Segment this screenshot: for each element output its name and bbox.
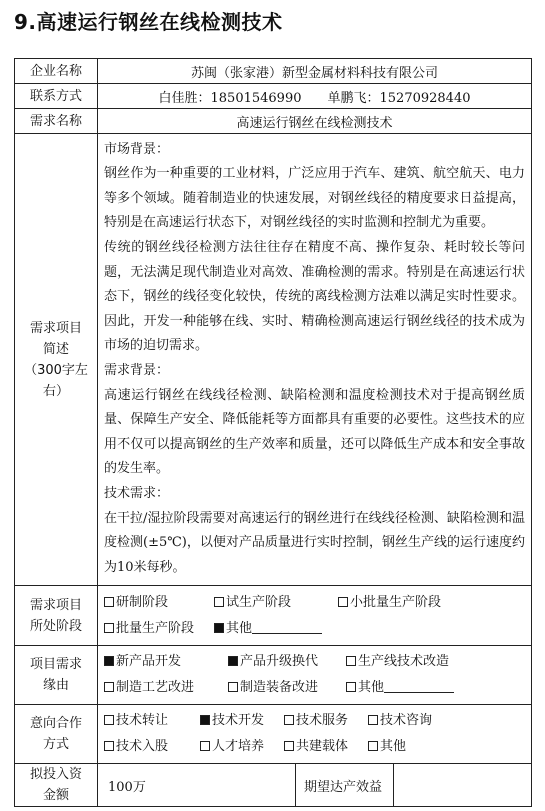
coop-row	[15, 705, 532, 764]
checkbox-checked-icon[interactable]	[200, 715, 210, 725]
need-name-row	[15, 109, 532, 134]
coop-label	[15, 705, 98, 764]
option-label: 技术入股	[116, 739, 169, 754]
market-paragraph-2: 传统的钢丝线径检测方法往往存在精度不高、操作复杂、耗时较长等问题，无法满足现代制造业对高效、准确检测的需求。特别是在高速运行状态下，钢丝的线径变化较快，传统的离线检测方法难以满足实时性要求。因此，开发一种能够在线、实时、精确检测高速运行钢丝线径的技术成为市场的迫切需求。	[104, 240, 525, 354]
summary-content	[98, 134, 532, 586]
checkbox-checked-icon[interactable]	[228, 656, 238, 666]
coop-option-dev[interactable]	[200, 708, 274, 734]
company-value: 苏闽（张家港）新型金属材料科技有限公司	[98, 59, 532, 84]
summary-label-2: 简述	[42, 341, 69, 357]
invest-label	[15, 764, 98, 807]
option-label: 共建载体	[296, 739, 349, 754]
contact-row	[15, 84, 532, 109]
coop-option-equity[interactable]	[104, 734, 190, 760]
reason-options	[98, 646, 532, 705]
option-label: 小批量生产阶段	[350, 594, 442, 610]
checkbox-icon[interactable]	[338, 597, 348, 607]
tech-paragraph: 在干拉/湿拉阶段需要对高速运行的钢丝进行在线线径检测、缺陷检测和温度检测(±5℃)，以便对产品质量进行实时控制，钢丝生产线的运行速度约为10米每秒。	[104, 510, 525, 575]
contact-1: 白佳胜：18501546990	[158, 90, 302, 106]
company-row	[15, 59, 532, 84]
stage-option-rd[interactable]	[104, 590, 204, 616]
checkbox-icon[interactable]	[228, 682, 238, 692]
option-label: 其他	[358, 680, 385, 695]
company-label: 企业名称	[15, 59, 98, 84]
checkbox-icon[interactable]	[346, 682, 356, 692]
invest-value: 100万	[98, 764, 296, 807]
reason-option-other[interactable]	[346, 675, 454, 701]
reason-label	[15, 646, 98, 705]
invest-label-2: 金额	[42, 788, 69, 803]
option-label: 技术开发	[212, 713, 265, 728]
reason-option-new-product[interactable]	[104, 649, 218, 675]
tech-heading: 技术需求：	[104, 485, 170, 501]
reason-option-equipment[interactable]	[228, 675, 336, 701]
benefit-value	[394, 764, 532, 807]
checkbox-icon[interactable]	[368, 741, 378, 751]
option-label: 其他	[380, 739, 407, 754]
option-label: 新产品开发	[116, 654, 182, 669]
document-title: 9.高速运行钢丝在线检测技术	[14, 10, 283, 34]
contact-label: 联系方式	[15, 84, 98, 109]
invest-row	[15, 764, 532, 807]
stage-option-small-batch[interactable]	[338, 590, 441, 616]
option-label: 技术咨询	[380, 713, 433, 728]
coop-options	[98, 705, 532, 764]
market-heading: 市场背景：	[104, 141, 170, 157]
other-blank-line[interactable]	[384, 680, 454, 693]
option-label: 其他	[226, 620, 253, 636]
reason-label-1: 项目需求	[29, 657, 82, 672]
reason-option-line-renovation[interactable]	[346, 649, 449, 675]
option-label: 批量生产阶段	[116, 620, 195, 636]
summary-label-3: （300字左	[24, 362, 88, 378]
stage-row	[15, 586, 532, 646]
reason-option-upgrade[interactable]	[228, 649, 336, 675]
invest-label-1: 拟投入资	[29, 767, 82, 782]
option-label: 研制阶段	[116, 594, 169, 610]
coop-option-transfer[interactable]	[104, 708, 190, 734]
option-label: 人才培养	[212, 739, 265, 754]
contact-2: 单鹏飞：15270928440	[327, 90, 471, 106]
coop-option-talent[interactable]	[200, 734, 274, 760]
option-label: 生产线技术改造	[358, 654, 450, 669]
option-label: 试生产阶段	[226, 594, 292, 610]
checkbox-icon[interactable]	[200, 741, 210, 751]
need-heading: 需求背景：	[104, 363, 170, 378]
stage-label-1: 需求项目	[29, 597, 82, 613]
stage-label-2: 所处阶段	[29, 618, 82, 634]
coop-option-consult[interactable]	[368, 708, 432, 734]
reason-row	[15, 646, 532, 705]
stage-option-batch[interactable]	[104, 616, 204, 642]
benefit-label: 期望达产效益	[296, 764, 394, 807]
stage-options	[98, 586, 532, 646]
coop-label-2: 方式	[42, 737, 69, 752]
checkbox-icon[interactable]	[104, 623, 114, 633]
checkbox-icon[interactable]	[284, 741, 294, 751]
stage-option-trial[interactable]	[214, 590, 328, 616]
reason-option-process[interactable]	[104, 675, 218, 701]
checkbox-icon[interactable]	[214, 597, 224, 607]
checkbox-checked-icon[interactable]	[214, 623, 224, 633]
checkbox-icon[interactable]	[104, 597, 114, 607]
checkbox-icon[interactable]	[104, 741, 114, 751]
need-paragraph: 高速运行钢丝在线线径检测、缺陷检测和温度检测技术对于提高钢丝质量、保障生产安全、降低能耗等方面都具有重要的必要性。这些技术的应用不仅可以提高钢丝的生产效率和质量，还可以降低生产成本和安全事故的发生率。	[104, 387, 525, 477]
option-label: 产品升级换代	[240, 654, 319, 669]
option-label: 制造装备改进	[240, 680, 319, 695]
summary-label-4: 右）	[42, 383, 69, 399]
other-blank-line[interactable]	[252, 621, 322, 634]
summary-row	[15, 134, 532, 586]
checkbox-checked-icon[interactable]	[104, 656, 114, 666]
checkbox-icon[interactable]	[104, 682, 114, 692]
coop-label-1: 意向合作	[29, 716, 82, 731]
market-paragraph-1: 钢丝作为一种重要的工业材料，广泛应用于汽车、建筑、航空航天、电力等多个领域。随着制造业的快速发展，对钢丝线径的精度要求日益提高，特别是在高速运行状态下，对钢丝线径的实时监测和控制尤为重要。	[104, 166, 525, 231]
coop-option-service[interactable]	[284, 708, 358, 734]
option-label: 制造工艺改进	[116, 680, 195, 695]
requirement-table	[14, 58, 532, 807]
checkbox-icon[interactable]	[346, 656, 356, 666]
option-label: 技术转让	[116, 713, 169, 728]
checkbox-icon[interactable]	[104, 715, 114, 725]
need-name-value: 高速运行钢丝在线检测技术	[98, 109, 532, 134]
need-name-label: 需求名称	[15, 109, 98, 134]
coop-option-other[interactable]	[368, 734, 406, 760]
summary-label	[15, 134, 98, 586]
coop-option-carrier[interactable]	[284, 734, 358, 760]
contact-value	[98, 84, 532, 109]
stage-label	[15, 586, 98, 646]
stage-option-other[interactable]	[214, 616, 322, 642]
option-label: 技术服务	[296, 713, 349, 728]
checkbox-icon[interactable]	[284, 715, 294, 725]
checkbox-icon[interactable]	[368, 715, 378, 725]
reason-label-2: 缘由	[42, 678, 69, 693]
summary-label-1: 需求项目	[29, 320, 82, 336]
